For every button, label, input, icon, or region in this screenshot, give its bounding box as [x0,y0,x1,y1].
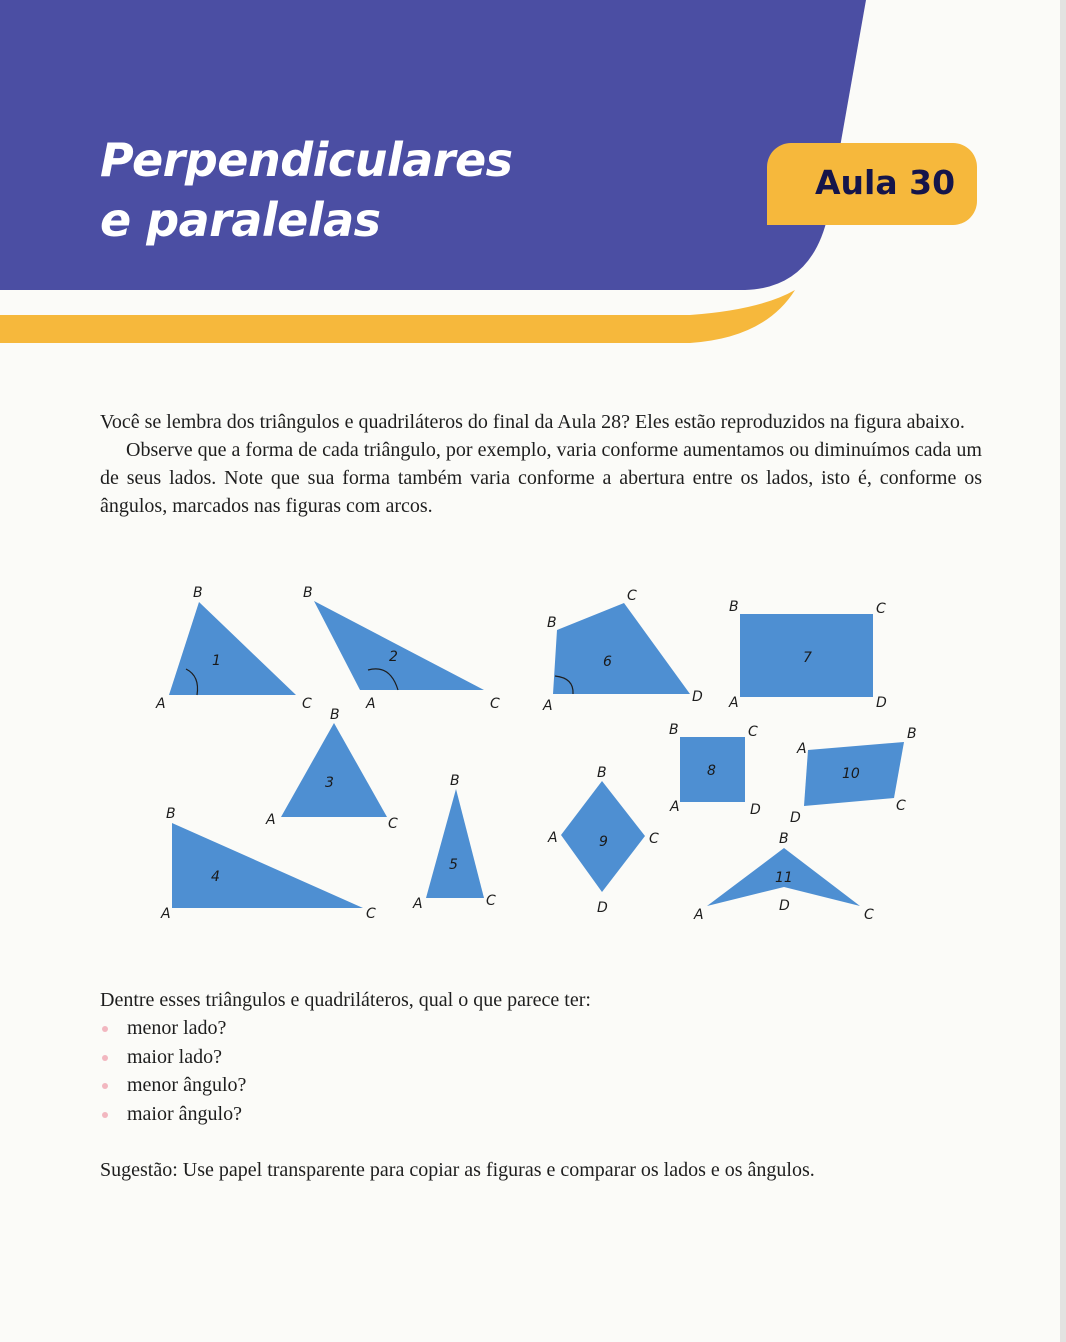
shape-1-vertex-a: A [156,696,166,712]
questions-list [100,1014,982,1128]
shape-8-number: 8 [707,763,716,779]
shape-5 [412,773,496,912]
question-item: maior lado? [100,1043,982,1072]
shape-2-number: 2 [389,649,398,665]
shape-6-vertex-b: B [547,615,557,631]
shape-4-vertex-a: A [161,906,171,922]
shape-11-vertex-a: A [694,907,704,923]
shape-5-vertex-a: A [413,896,423,912]
shape-9-number: 9 [599,834,608,850]
question-item: maior ângulo? [100,1100,982,1129]
shape-10-vertex-b: B [907,726,917,742]
suggestion-text: Sugestão: Use papel transparente para copiar as figuras e comparar os lados e os ângulos. [100,1159,815,1181]
shape-6 [542,588,703,714]
question-item: menor lado? [100,1014,982,1043]
shape-10-vertex-a: A [797,741,807,757]
shape-9-vertex-c: C [649,831,659,847]
shape-9 [547,765,659,916]
shape-4-number: 4 [211,869,220,885]
shape-1 [155,585,312,712]
shape-5-vertex-b: B [450,773,460,789]
shape-9-vertex-d: D [597,900,608,916]
intro-text [100,408,982,520]
intro-paragraph-1: Você se lembra dos triângulos e quadriláteros do final da Aula 28? Eles estão reproduzidos na figura abaixo. [100,411,965,433]
shape-4-vertex-b: B [166,806,176,822]
shape-6-polygon [553,603,690,694]
shape-4-vertex-c: C [366,906,376,922]
shape-2-vertex-b: B [303,585,313,601]
shape-7-vertex-d: D [876,695,887,711]
shape-1-number: 1 [212,653,221,669]
shape-6-number: 6 [603,654,612,670]
shape-3-polygon [281,723,387,817]
shape-11-vertex-d: D [779,898,790,914]
questions-lead: Dentre esses triângulos e quadriláteros, qual o que parece ter: [100,989,591,1011]
question-item: menor ângulo? [100,1071,982,1100]
shape-6-vertex-c: C [627,588,637,604]
shape-2 [303,585,500,712]
shape-1-polygon [169,602,296,695]
shape-5-polygon [426,789,484,898]
shape-8-vertex-c: C [748,724,758,740]
shape-10-number: 10 [842,766,860,782]
shape-7 [728,599,887,711]
shape-8-vertex-d: D [750,802,761,818]
shape-3-number: 3 [325,775,334,791]
intro-paragraph-2: Observe que a forma de cada triângulo, por exemplo, varia conforme aumentamos ou diminuímos cada um de seus lados. Note que sua forma também varia conforme a abertura entre os lados, isto é, conforme os ângulos, marcados nas figuras com arcos. [100,439,982,517]
banner-yellow-swoosh [0,290,795,343]
shape-3-vertex-a: A [266,812,276,828]
shape-2-vertex-a: A [366,696,376,712]
shape-1-vertex-c: C [302,696,312,712]
shape-6-vertex-d: D [692,689,703,705]
questions-section [100,986,982,1128]
shape-5-number: 5 [449,857,458,873]
shape-2-polygon [314,601,484,690]
shape-7-number: 7 [803,650,812,666]
shape-9-vertex-a: A [548,830,558,846]
title-line-1: Perpendiculares [100,133,513,187]
shape-3-vertex-c: C [388,816,398,832]
shape-1-vertex-b: B [193,585,203,601]
shape-11 [693,831,874,923]
shape-8-vertex-a: A [670,799,680,815]
shape-6-vertex-a: A [543,698,553,714]
shape-3-vertex-b: B [330,707,340,723]
shape-5-vertex-c: C [486,893,496,909]
lesson-number-label: Aula 30 [815,163,956,202]
shape-7-vertex-c: C [876,601,886,617]
figures-diagram [150,580,920,930]
shape-11-number: 11 [775,870,793,886]
shape-4-polygon [172,823,363,908]
shape-8-vertex-b: B [669,722,679,738]
shape-10 [790,726,917,826]
shape-2-vertex-c: C [490,696,500,712]
shape-3 [265,707,398,832]
shape-10-vertex-c: C [896,798,906,814]
shape-7-vertex-a: A [729,695,739,711]
page-title [100,130,513,250]
title-line-2: e paralelas [100,193,381,247]
shape-7-vertex-b: B [729,599,739,615]
shape-8 [669,722,761,818]
shape-11-vertex-b: B [779,831,789,847]
suggestion-section [100,1156,982,1184]
shape-9-vertex-b: B [597,765,607,781]
shape-10-vertex-d: D [790,810,801,826]
shape-11-vertex-c: C [864,907,874,923]
